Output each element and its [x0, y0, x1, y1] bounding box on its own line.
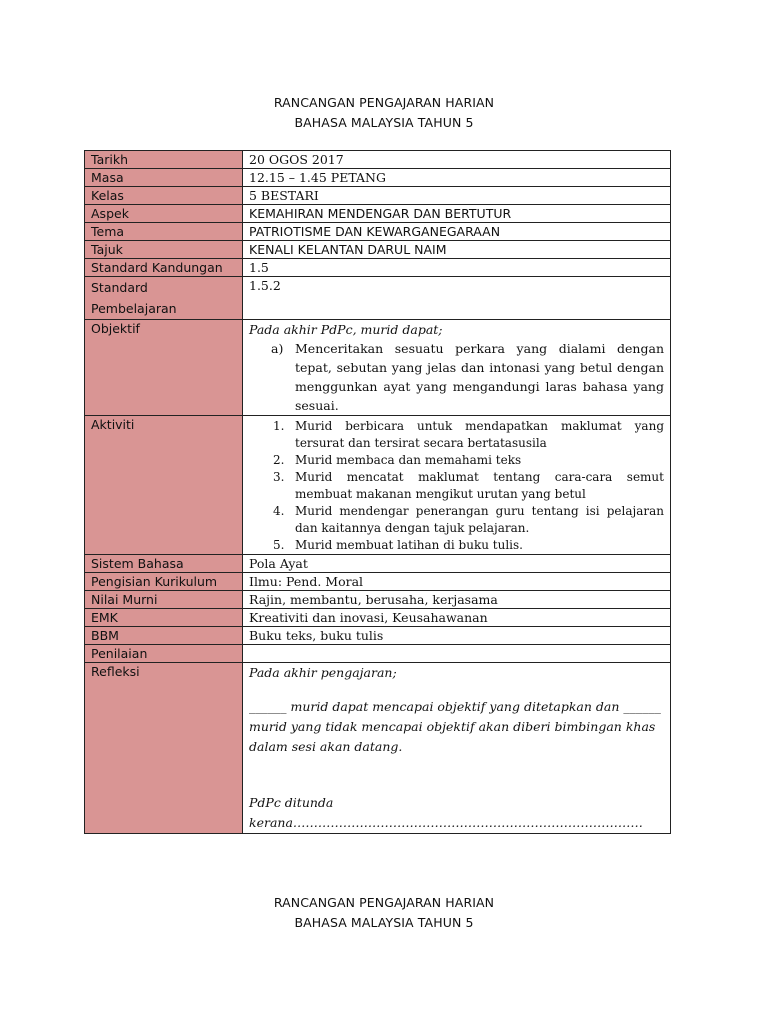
label-emk: EMK — [85, 609, 243, 627]
label-tajuk: Tajuk — [85, 241, 243, 259]
row-tarikh — [85, 151, 671, 169]
value-aspek: KEMAHIRAN MENDENGAR DAN BERTUTUR — [243, 205, 671, 223]
list-item-text: Murid mencatat maklumat tentang cara-cara semut membuat makanan mengikut urutan yang betul — [295, 470, 664, 501]
label-aspek: Aspek — [85, 205, 243, 223]
value-standard-kandungan: 1.5 — [243, 259, 671, 277]
next-title-line-2: BAHASA MALAYSIA TAHUN 5 — [294, 915, 474, 930]
row-aspek — [85, 205, 671, 223]
value-bbm: Buku teks, buku tulis — [243, 627, 671, 645]
label-nilai-murni: Nilai Murni — [85, 591, 243, 609]
row-standard-kandungan — [85, 259, 671, 277]
label-refleksi: Refleksi — [85, 663, 243, 834]
label-bbm: BBM — [85, 627, 243, 645]
label-objektif: Objektif — [85, 320, 243, 416]
refleksi-intro: Pada akhir pengajaran; — [249, 665, 397, 680]
value-aktiviti — [243, 416, 671, 555]
value-kelas: 5 BESTARI — [243, 187, 671, 205]
value-standard-pembelajaran: 1.5.2 — [243, 277, 671, 320]
value-objektif — [243, 320, 671, 416]
value-penilaian — [243, 645, 671, 663]
row-tajuk — [85, 241, 671, 259]
row-refleksi — [85, 663, 671, 834]
list-item — [273, 537, 664, 554]
list-item-text: Murid membuat latihan di buku tulis. — [295, 538, 523, 552]
value-sistem-bahasa: Pola Ayat — [243, 555, 671, 573]
label-pembelajaran-line-2: Pembelajaran — [91, 301, 177, 316]
list-item-text: Murid mendengar penerangan guru tentang isi pelajaran dan kaitannya dengan tajuk pelajaran. — [295, 504, 664, 535]
row-aktiviti — [85, 416, 671, 555]
lesson-plan-table — [84, 150, 671, 834]
list-item — [271, 339, 664, 415]
objektif-list — [249, 339, 664, 415]
row-bbm — [85, 627, 671, 645]
value-refleksi — [243, 663, 671, 834]
refleksi-ditunda: PdPc ditunda kerana………………………………………………………………………… — [249, 795, 643, 830]
row-kelas — [85, 187, 671, 205]
label-standard-pembelajaran — [85, 277, 243, 320]
list-marker: 4. — [273, 504, 285, 518]
list-item-text: Murid berbicara untuk mendapatkan maklumat yang tersurat dan tersirat secara bertatasusila — [295, 419, 664, 450]
list-item — [273, 418, 664, 452]
label-tema: Tema — [85, 223, 243, 241]
label-masa: Masa — [85, 169, 243, 187]
next-page-title — [0, 893, 768, 933]
row-masa — [85, 169, 671, 187]
list-item — [273, 503, 664, 537]
value-tema: PATRIOTISME DAN KEWARGANEGARAAN — [243, 223, 671, 241]
list-marker: 1. — [273, 419, 285, 433]
row-nilai-murni — [85, 591, 671, 609]
row-pengisian-kurikulum — [85, 573, 671, 591]
list-item-text: Menceritakan sesuatu perkara yang dialami dengan tepat, sebutan yang jelas dan intonasi yang betul dengan menggunkan ayat yang mengandungi laras bahasa yang sesuai. — [295, 341, 664, 413]
list-marker: 3. — [273, 470, 285, 484]
row-penilaian — [85, 645, 671, 663]
value-pengisian-kurikulum: Ilmu: Pend. Moral — [243, 573, 671, 591]
objektif-intro: Pada akhir PdPc, murid dapat; — [249, 322, 443, 337]
label-kelas: Kelas — [85, 187, 243, 205]
list-marker: a) — [271, 341, 284, 356]
list-marker: 5. — [273, 538, 285, 552]
row-objektif — [85, 320, 671, 416]
row-sistem-bahasa — [85, 555, 671, 573]
list-item — [273, 469, 664, 503]
value-masa: 12.15 – 1.45 PETANG — [243, 169, 671, 187]
value-tarikh: 20 OGOS 2017 — [243, 151, 671, 169]
next-title-line-1: RANCANGAN PENGAJARAN HARIAN — [273, 895, 495, 910]
refleksi-paragraph: ______ murid dapat mencapai objektif yang ditetapkan dan ______ murid yang tidak mencapai objektif akan diberi bimbingan khas dalam sesi akan datang. — [249, 699, 661, 754]
label-standard-line-1: Standard — [91, 280, 148, 295]
value-tajuk: KENALI KELANTAN DARUL NAIM — [243, 241, 671, 259]
label-penilaian: Penilaian — [85, 645, 243, 663]
value-nilai-murni: Rajin, membantu, berusaha, kerjasama — [243, 591, 671, 609]
row-tema — [85, 223, 671, 241]
value-emk: Kreativiti dan inovasi, Keusahawanan — [243, 609, 671, 627]
list-marker: 2. — [273, 453, 285, 467]
row-emk — [85, 609, 671, 627]
title-line-1: RANCANGAN PENGAJARAN HARIAN — [273, 95, 495, 110]
label-tarikh: Tarikh — [85, 151, 243, 169]
label-sistem-bahasa: Sistem Bahasa — [85, 555, 243, 573]
label-aktiviti: Aktiviti — [85, 416, 243, 555]
label-pengisian-kurikulum: Pengisian Kurikulum — [85, 573, 243, 591]
list-item — [273, 452, 664, 469]
title-line-2: BAHASA MALAYSIA TAHUN 5 — [294, 115, 474, 130]
page-title — [0, 93, 768, 133]
row-standard-pembelajaran — [85, 277, 671, 320]
label-standard-kandungan: Standard Kandungan — [85, 259, 243, 277]
aktiviti-list — [249, 416, 664, 554]
list-item-text: Murid membaca dan memahami teks — [295, 453, 522, 467]
